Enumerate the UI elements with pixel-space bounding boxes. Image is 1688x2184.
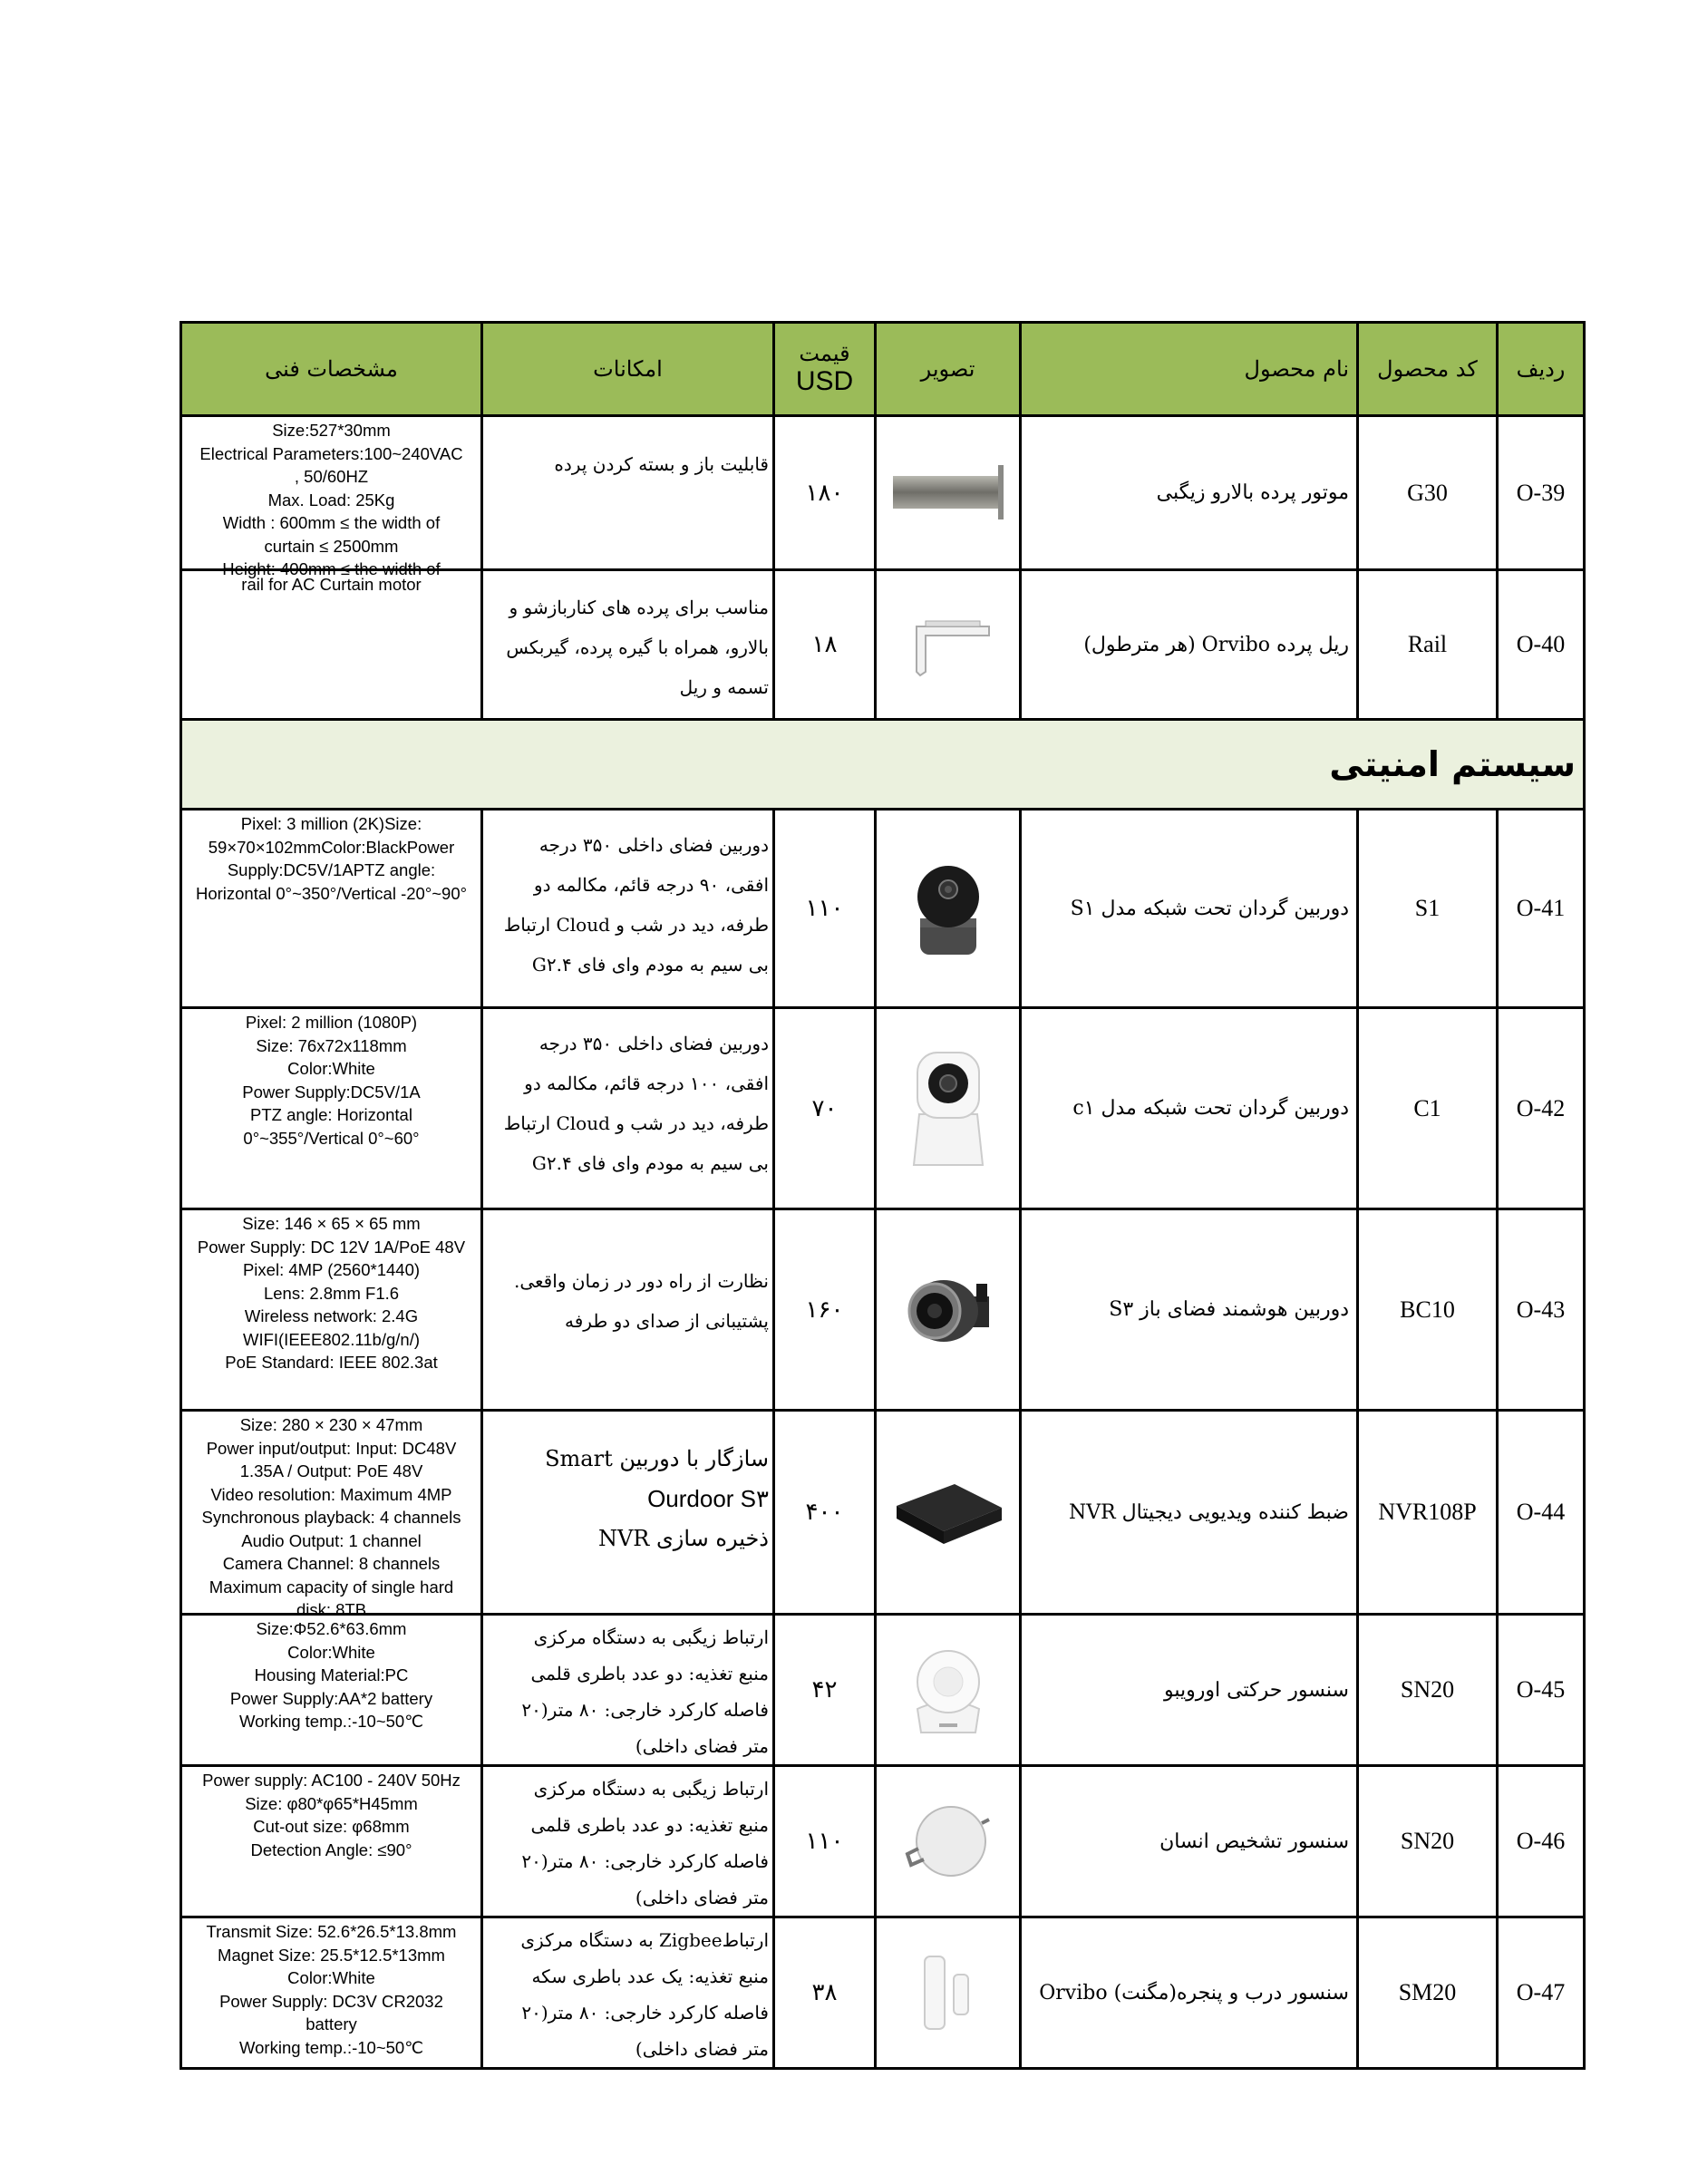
table-row <box>181 1411 1585 1615</box>
features-cell <box>482 1008 774 1209</box>
price-cell: ۳۸ <box>774 1917 876 2069</box>
feature-line: متر فضای داخلی) <box>635 1887 769 1908</box>
row-number: O-42 <box>1498 1008 1585 1209</box>
feature-line: منبع تغذیه: یک عدد باطری سکه <box>531 1966 769 1987</box>
feature-line: منبع تغذیه: دو عدد باطری قلمی <box>530 1814 769 1836</box>
feature-line: دوربین فضای داخلی ۳۵۰ درجه <box>538 1033 769 1054</box>
header-price-unit: USD <box>795 366 854 396</box>
feature-line: منبع تغذیه: دو عدد باطری قلمی <box>530 1663 769 1684</box>
ptz-camera-white-icon <box>903 1045 994 1172</box>
product-name: دوربین گردان تحت شبکه مدل c۱ <box>1021 1008 1358 1209</box>
specs-cell <box>181 416 482 578</box>
feature-line: فاصله کارکرد خارجی: ۸۰ متر(۲۰ <box>521 1699 769 1721</box>
row-number: O-39 <box>1498 416 1585 570</box>
spec-line: curtain ≤ 2500mm <box>264 536 399 556</box>
spec-line: Audio Output: 1 channel <box>241 1530 422 1550</box>
spec-line: Cut-out size: φ68mm <box>253 1817 410 1836</box>
spec-line: Size:Φ52.6*63.6mm <box>256 1619 407 1638</box>
feature-line: بی سیم به مودم وای فای G۲.۴ <box>531 1152 769 1174</box>
spec-line: Electrical Parameters:100~240VAC <box>199 443 463 463</box>
header-price-label: قیمت <box>799 341 850 366</box>
nvr-recorder-icon <box>889 1471 1007 1553</box>
table-row <box>181 416 1585 570</box>
feature-line: نظارت از راه دور در زمان واقعی. <box>514 1270 769 1292</box>
spec-line: 1.35A / Output: PoE 48V <box>239 1461 423 1480</box>
spec-line: Size:527*30mm <box>272 421 391 440</box>
spec-line: Working temp.:-10~50℃ <box>239 2037 423 2057</box>
feature-line: ارتباط زیگبی به دستگاه مرکزی <box>533 1626 769 1648</box>
spec-line: Size: φ80*φ65*H45mm <box>245 1793 418 1813</box>
price-cell: ۱۸ <box>774 570 876 720</box>
spec-line: Power Supply:AA*2 battery <box>229 1688 433 1708</box>
specs-cell <box>181 570 482 720</box>
header-image: تصویر <box>876 323 1021 416</box>
row-number: O-40 <box>1498 570 1585 720</box>
feature-line: افقی، ۱۰۰ درجه قائم، مکالمه دو <box>524 1073 769 1094</box>
spec-line: Horizontal 0°~350°/Vertical -20°~90° <box>195 883 468 903</box>
price-cell: ۱۶۰ <box>774 1209 876 1411</box>
product-code: Rail <box>1358 570 1498 720</box>
spec-line: Video resolution: Maximum 4MP <box>210 1484 452 1504</box>
spec-line: Size: 76x72x118mm <box>256 1035 407 1055</box>
product-code: G30 <box>1358 416 1498 570</box>
row-number: O-46 <box>1498 1766 1585 1917</box>
spec-line: Color:White <box>287 1968 375 1987</box>
features-cell <box>482 1766 774 1917</box>
price-list-table-wrapper <box>179 321 1583 2070</box>
spec-line: Maximum capacity of single hard <box>209 1577 454 1597</box>
spec-line: Width : 600mm ≤ the width of <box>222 513 441 532</box>
product-code: NVR108P <box>1358 1411 1498 1615</box>
row-number: O-47 <box>1498 1917 1585 2069</box>
product-code: SM20 <box>1358 1917 1498 2069</box>
product-name: سنسور درب و پنجره(مگنت) Orvibo <box>1021 1917 1358 2069</box>
image-cell <box>876 1917 1021 2069</box>
specs-cell <box>181 1008 482 1209</box>
feature-line: ذخیره سازی NVR <box>597 1526 769 1551</box>
spec-line: Size: 146 × 65 × 65 mm <box>242 1214 421 1233</box>
table-row <box>181 1008 1585 1209</box>
image-cell <box>876 1766 1021 1917</box>
feature-line: فاصله کارکرد خارجی: ۸۰ متر(۲۰ <box>521 1850 769 1872</box>
spec-line: Pixel: 2 million (1080P) <box>245 1013 418 1032</box>
image-cell <box>876 1615 1021 1766</box>
table-row <box>181 810 1585 1008</box>
table-header-row <box>181 323 1585 416</box>
specs-cell <box>181 1209 482 1411</box>
feature-line: مناسب برای پرده های کناربازشو و <box>509 597 769 618</box>
table-row <box>181 1917 1585 2069</box>
presence-sensor-icon <box>898 1796 998 1887</box>
feature-line: ارتباطZigbee به دستگاه مرکزی <box>520 1929 769 1951</box>
price-list-table <box>179 321 1586 2070</box>
price-cell: ۴۲ <box>774 1615 876 1766</box>
feature-line: متر فضای داخلی) <box>635 2038 769 2060</box>
product-name: دوربین گردان تحت شبکه مدل S۱ <box>1021 810 1358 1008</box>
spec-line: Camera Channel: 8 channels <box>222 1554 441 1573</box>
image-cell <box>876 1411 1021 1615</box>
product-name: سنسور حرکتی اورویبو <box>1021 1615 1358 1766</box>
spec-line: Pixel: 3 million (2K)Size: <box>240 814 422 833</box>
section-title: سیستم امنیتی <box>181 720 1585 810</box>
header-code: کد محصول <box>1358 323 1498 416</box>
product-code: S1 <box>1358 810 1498 1008</box>
features-cell <box>482 1411 774 1615</box>
spec-line: Max. Load: 25Kg <box>267 490 395 510</box>
product-code: SN20 <box>1358 1766 1498 1917</box>
header-specs: مشخصات فنی <box>181 323 482 416</box>
feature-line: تسمه و ریل <box>679 676 769 698</box>
spec-line: Power Supply:DC5V/1A <box>242 1082 421 1102</box>
spec-line: battery <box>306 2014 357 2034</box>
image-cell <box>876 570 1021 720</box>
product-code: BC10 <box>1358 1209 1498 1411</box>
curtain-rail-icon <box>898 608 998 681</box>
image-cell <box>876 810 1021 1008</box>
product-code: SN20 <box>1358 1615 1498 1766</box>
feature-line: بی سیم به مودم وای فای G۲.۴ <box>531 954 769 976</box>
feature-line: طرفه، دید در شب و Cloud ارتباط <box>503 1112 769 1134</box>
specs-cell <box>181 1766 482 1917</box>
feature-line: افقی، ۹۰ درجه قائم، مکالمه دو <box>533 874 769 896</box>
spec-line: Color:White <box>287 1059 375 1078</box>
spec-line: Power input/output: Input: DC48V <box>206 1438 457 1458</box>
spec-line: Power supply: AC100 - 240V 50Hz <box>202 1771 461 1790</box>
table-row <box>181 1766 1585 1917</box>
outdoor-camera-icon <box>898 1269 998 1351</box>
row-number: O-44 <box>1498 1411 1585 1615</box>
feature-line: بالارو، همراه با گیره پرده، گیربکس <box>506 636 769 658</box>
table-row <box>181 1209 1585 1411</box>
motion-sensor-icon <box>903 1640 994 1740</box>
spec-line: Power Supply: DC3V CR2032 <box>219 1991 443 2011</box>
price-cell: ۱۱۰ <box>774 1766 876 1917</box>
spec-line: Color:White <box>287 1642 375 1662</box>
price-cell: ۱۱۰ <box>774 810 876 1008</box>
spec-line: Lens: 2.8mm F1.6 <box>263 1283 400 1303</box>
spec-line: Pixel: 4MP (2560*1440) <box>242 1260 421 1279</box>
spec-line: , 50/60HZ <box>294 467 369 486</box>
spec-line: Magnet Size: 25.5*12.5*13mm <box>218 1945 445 1965</box>
header-price <box>774 323 876 416</box>
spec-line: Supply:DC5V/1APTZ angle: <box>227 860 436 879</box>
row-number: O-41 <box>1498 810 1585 1008</box>
product-name: ضبط کننده ویدیویی دیجیتال NVR <box>1021 1411 1358 1615</box>
spec-line: 0°~355°/Vertical 0°~60° <box>243 1128 420 1148</box>
features-cell <box>482 416 774 570</box>
spec-line: Transmit Size: 52.6*26.5*13.8mm <box>206 1922 457 1941</box>
feature-line: Ourdoor S۳ <box>647 1485 769 1512</box>
product-name: ریل پرده Orvibo (هر مترطول) <box>1021 570 1358 720</box>
specs-cell <box>181 810 482 1008</box>
product-name: دوربین هوشمند فضای باز S۳ <box>1021 1209 1358 1411</box>
row-number: O-43 <box>1498 1209 1585 1411</box>
spec-line: Height: 400mm ≤ the width of <box>222 559 441 578</box>
price-cell: ۷۰ <box>774 1008 876 1209</box>
header-row: ردیف <box>1498 323 1585 416</box>
feature-line: سازگار با دوربین Smart <box>545 1446 769 1471</box>
spec-line: WIFI(IEEE802.11b/g/n/) <box>242 1329 421 1349</box>
feature-line: پشتیبانی از صدای دو طرفه <box>565 1310 769 1332</box>
spec-line: 59×70×102mmColor:BlackPower <box>208 837 455 857</box>
image-cell <box>876 416 1021 570</box>
header-features: امکانات <box>482 323 774 416</box>
product-code: C1 <box>1358 1008 1498 1209</box>
table-row <box>181 570 1585 720</box>
spec-line: Wireless network: 2.4G <box>244 1306 419 1325</box>
image-cell <box>876 1008 1021 1209</box>
features-cell <box>482 1209 774 1411</box>
row-number: O-45 <box>1498 1615 1585 1766</box>
specs-cell <box>181 1411 482 1619</box>
product-name: موتور پرده بالارو زیگبی <box>1021 416 1358 570</box>
spec-line: Synchronous playback: 4 channels <box>201 1508 461 1527</box>
feature-line: دوربین فضای داخلی ۳۵۰ درجه <box>538 834 769 856</box>
spec-line: PTZ angle: Horizontal <box>250 1105 412 1124</box>
spec-line: Power Supply: DC 12V 1A/PoE 48V <box>197 1237 466 1257</box>
table-row <box>181 1615 1585 1766</box>
specs-cell <box>181 1917 482 2069</box>
features-cell <box>482 1615 774 1766</box>
spec-line: Detection Angle: ≤90° <box>250 1839 412 1859</box>
features-cell <box>482 1917 774 2069</box>
product-name: سنسور تشخیص انسان <box>1021 1766 1358 1917</box>
spec-line: disk: 8TB <box>296 1600 367 1619</box>
price-cell: ۴۰۰ <box>774 1411 876 1615</box>
header-name: نام محصول <box>1021 323 1358 416</box>
feature-line: قابلیت باز و بسته کردن پرده <box>554 453 769 475</box>
feature-line: متر فضای داخلی) <box>635 1735 769 1757</box>
specs-cell <box>181 1615 482 1766</box>
spec-line: Working temp.:-10~50℃ <box>239 1712 423 1731</box>
door-sensor-icon <box>912 1947 985 2038</box>
spec-line: rail for AC Curtain motor <box>241 575 422 594</box>
features-cell <box>482 570 774 720</box>
ptz-camera-black-icon <box>907 859 989 958</box>
feature-line: فاصله کارکرد خارجی: ۸۰ متر(۲۰ <box>521 2002 769 2024</box>
section-row <box>181 720 1585 810</box>
features-cell <box>482 810 774 1008</box>
feature-line: ارتباط زیگبی به دستگاه مرکزی <box>533 1778 769 1800</box>
feature-line: طرفه، دید در شب و Cloud ارتباط <box>503 914 769 936</box>
image-cell <box>876 1209 1021 1411</box>
spec-line: Housing Material:PC <box>254 1665 409 1684</box>
curtain-motor-icon <box>889 461 1007 525</box>
spec-line: PoE Standard: IEEE 802.3at <box>225 1353 438 1372</box>
price-cell: ۱۸۰ <box>774 416 876 570</box>
spec-line: Size: 280 × 230 × 47mm <box>239 1415 423 1434</box>
